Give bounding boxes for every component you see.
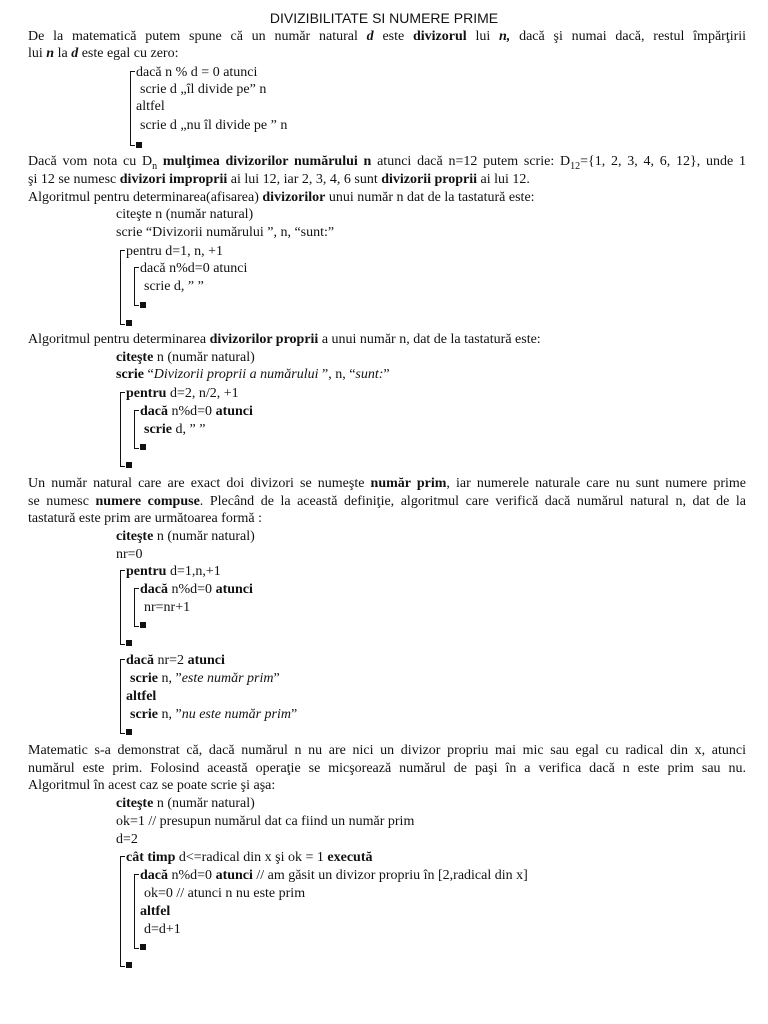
radical-line-2: numărul este prim. Folosind această operaţie se micşorează numărul de paşi în a verifica dacă n este prim sau nu. xyxy=(28,761,746,776)
text: De la matematică putem spune că un număr natural xyxy=(28,29,358,44)
prim-line-2 xyxy=(28,493,746,510)
code-line: nr=nr+1 xyxy=(144,600,191,615)
text: d<=radical din x şi ok = 1 xyxy=(178,850,324,865)
keyword: atunci xyxy=(187,653,225,668)
keyword: scrie xyxy=(116,367,144,382)
text: şi 12 se numesc xyxy=(28,172,117,187)
block-tick xyxy=(120,324,125,325)
text: Divizorii proprii a numărului xyxy=(153,367,319,382)
keyword: dacă xyxy=(140,404,168,419)
comment: // am găsit un divizor propriu în [2,radical din x] xyxy=(256,868,528,883)
block-tick xyxy=(134,305,139,306)
text: este număr prim xyxy=(181,671,274,686)
text: , iar numerele naturale care nu sunt numere prime xyxy=(446,476,747,491)
block-tick xyxy=(120,733,125,734)
text: ”, n, “ xyxy=(321,367,356,382)
page-title: DIVIZIBILITATE SI NUMERE PRIME xyxy=(269,10,499,26)
block-tick xyxy=(120,466,125,467)
text: nu este număr prim xyxy=(181,707,291,722)
code-line: ok=1 // presupun numărul dat ca fiind un număr prim xyxy=(116,814,415,829)
block-end-marker xyxy=(126,640,132,646)
text: ={1, 2, 3, 4, 6, 12}, unde 1 xyxy=(580,154,747,169)
text: d=1,n,+1 xyxy=(169,564,221,579)
block-end-marker xyxy=(140,302,146,308)
term: divizori improprii xyxy=(119,172,228,187)
code-line xyxy=(140,903,170,920)
code-line: scrie “Divizorii numărului ”, n, “sunt:” xyxy=(116,225,335,240)
keyword: citeşte xyxy=(116,796,154,811)
block-tick xyxy=(120,392,125,393)
radical-line-3: Algoritmul în acest caz se poate scrie şi aşa: xyxy=(28,778,276,793)
prim-line-3: tastatură este prim are următoarea formă : xyxy=(28,511,262,526)
radical-line-1: Matematic s-a demonstrat că, dacă numărul n nu are nici un divizor propriu mai mic sau egal cu radical din x, atunci xyxy=(28,743,746,758)
text: dacă şi numai dacă, restul împărţirii xyxy=(519,29,747,44)
text: “ xyxy=(147,367,154,382)
code-line xyxy=(130,670,280,687)
block-bracket xyxy=(134,410,135,448)
text: n%d=0 xyxy=(171,868,213,883)
block-tick xyxy=(134,448,139,449)
block-end-marker xyxy=(140,944,146,950)
block-tick xyxy=(120,659,125,660)
text: se numesc xyxy=(28,494,89,509)
keyword: citeşte xyxy=(116,529,154,544)
code-line xyxy=(126,563,221,580)
text: sunt: xyxy=(355,367,384,382)
code-line xyxy=(126,688,156,705)
code-line: altfel xyxy=(136,99,165,114)
keyword: altfel xyxy=(140,904,171,919)
code-line: ok=0 // atunci n nu este prim xyxy=(144,886,306,901)
var-n: n xyxy=(46,46,55,61)
text: n (număr natural) xyxy=(156,529,255,544)
subscript: 12 xyxy=(570,160,581,172)
text: Dacă vom nota cu D xyxy=(28,154,153,169)
text: n (număr natural) xyxy=(156,350,255,365)
code-line: d=d+1 xyxy=(144,922,181,937)
keyword: atunci xyxy=(215,404,253,419)
code-line xyxy=(116,528,255,545)
block-bracket xyxy=(120,659,121,733)
block-tick xyxy=(120,250,125,251)
code-line xyxy=(126,849,372,866)
keyword: dacă xyxy=(140,582,168,597)
block-bracket xyxy=(120,856,121,966)
code-line: citeşte n (număr natural) xyxy=(116,207,254,222)
keyword: scrie xyxy=(130,671,158,686)
text: Un număr natural care are exact doi divizori se numeşte xyxy=(28,476,365,491)
code-line xyxy=(130,706,297,723)
text: ” xyxy=(290,707,298,722)
code-line xyxy=(140,581,253,598)
var-d: d xyxy=(366,29,374,44)
keyword: atunci xyxy=(215,868,253,883)
text: n (număr natural) xyxy=(156,796,255,811)
text: a unui număr n, dat de la tastatură este: xyxy=(321,332,541,347)
code-line xyxy=(116,349,255,366)
text: Algoritmul pentru determinarea xyxy=(28,332,207,347)
intro-line-1 xyxy=(28,28,746,45)
text: la xyxy=(57,46,68,61)
code-line xyxy=(144,421,205,438)
code-line: scrie d „îl divide pe” n xyxy=(140,82,267,97)
term: divizorilor proprii xyxy=(209,332,319,347)
code-line: d=2 xyxy=(116,832,138,847)
code-line xyxy=(126,652,225,669)
code-line: scrie d „nu îl divide pe ” n xyxy=(140,118,288,133)
dn-line-2 xyxy=(28,171,530,188)
block-tick xyxy=(130,71,135,72)
term: număr prim xyxy=(370,476,447,491)
code-line: pentru d=1, n, +1 xyxy=(126,244,224,259)
block-tick xyxy=(130,145,135,146)
intro-line-2 xyxy=(28,45,178,62)
code-line xyxy=(126,385,239,402)
algo3-intro xyxy=(28,331,541,348)
block-end-marker xyxy=(126,462,132,468)
keyword: scrie xyxy=(144,422,172,437)
block-bracket xyxy=(134,874,135,948)
keyword: dacă xyxy=(126,653,154,668)
block-bracket xyxy=(120,250,121,324)
term-divizor: divizorul xyxy=(412,29,467,44)
keyword: execută xyxy=(327,850,373,865)
keyword: pentru xyxy=(126,386,167,401)
block-bracket xyxy=(134,588,135,626)
keyword: citeşte xyxy=(116,350,154,365)
block-end-marker xyxy=(126,962,132,968)
code-line xyxy=(140,867,528,884)
text: ai lui 12. xyxy=(480,172,530,187)
text: unui număr n dat de la tastatură este: xyxy=(328,190,535,205)
block-tick xyxy=(134,626,139,627)
code-line xyxy=(140,403,253,420)
code-line: scrie d, ” ” xyxy=(144,279,204,294)
text: atunci dacă n=12 putem scrie: D xyxy=(377,154,571,169)
term: numere compuse xyxy=(95,494,200,509)
code-line: nr=0 xyxy=(116,547,143,562)
text: . Plecând de la această definiţie, algoritmul care verifică dacă numărul natural n, dat de la xyxy=(199,494,747,509)
code-line: dacă n%d=0 atunci xyxy=(140,261,248,276)
code-line: dacă n % d = 0 atunci xyxy=(136,65,258,80)
text: nr=2 xyxy=(157,653,185,668)
text: d=2, n/2, +1 xyxy=(169,386,239,401)
block-tick xyxy=(134,588,139,589)
subscript: n xyxy=(152,160,158,172)
block-end-marker xyxy=(126,729,132,735)
term: divizorilor xyxy=(262,190,326,205)
block-tick xyxy=(120,856,125,857)
block-tick xyxy=(134,267,139,268)
block-tick xyxy=(134,410,139,411)
term: divizorii proprii xyxy=(381,172,478,187)
keyword: pentru xyxy=(126,564,167,579)
text: lui xyxy=(475,29,491,44)
text: este xyxy=(382,29,405,44)
text: n, ” xyxy=(161,671,182,686)
block-tick xyxy=(134,874,139,875)
prim-line-1 xyxy=(28,475,746,492)
block-bracket xyxy=(130,71,131,145)
algo2-intro xyxy=(28,189,535,206)
block-bracket xyxy=(134,267,135,305)
keyword: cât timp xyxy=(126,850,176,865)
block-end-marker xyxy=(136,142,142,148)
var-d: d xyxy=(71,46,79,61)
block-bracket xyxy=(120,570,121,644)
text: n%d=0 xyxy=(171,582,213,597)
text: n%d=0 xyxy=(171,404,213,419)
keyword: dacă xyxy=(140,868,168,883)
block-bracket xyxy=(120,392,121,466)
block-tick xyxy=(120,644,125,645)
var-n: n, xyxy=(499,29,511,44)
term: mulţimea divizorilor numărului n xyxy=(162,154,372,169)
text: lui xyxy=(28,46,43,61)
block-tick xyxy=(120,570,125,571)
block-end-marker xyxy=(140,444,146,450)
text: d, ” ” xyxy=(175,422,206,437)
keyword: altfel xyxy=(126,689,157,704)
text: ” xyxy=(273,671,280,686)
keyword: scrie xyxy=(130,707,158,722)
block-tick xyxy=(120,966,125,967)
block-end-marker xyxy=(140,622,146,628)
code-line xyxy=(116,795,255,812)
block-end-marker xyxy=(126,320,132,326)
text: n, ” xyxy=(161,707,182,722)
code-line xyxy=(116,366,390,383)
text: este egal cu zero: xyxy=(81,46,179,61)
text: ai lui 12, iar 2, 3, 4, 6 sunt xyxy=(230,172,378,187)
block-tick xyxy=(134,948,139,949)
keyword: atunci xyxy=(215,582,253,597)
text: Algoritmul pentru determinarea(afisarea) xyxy=(28,190,259,205)
text: ” xyxy=(383,367,390,382)
